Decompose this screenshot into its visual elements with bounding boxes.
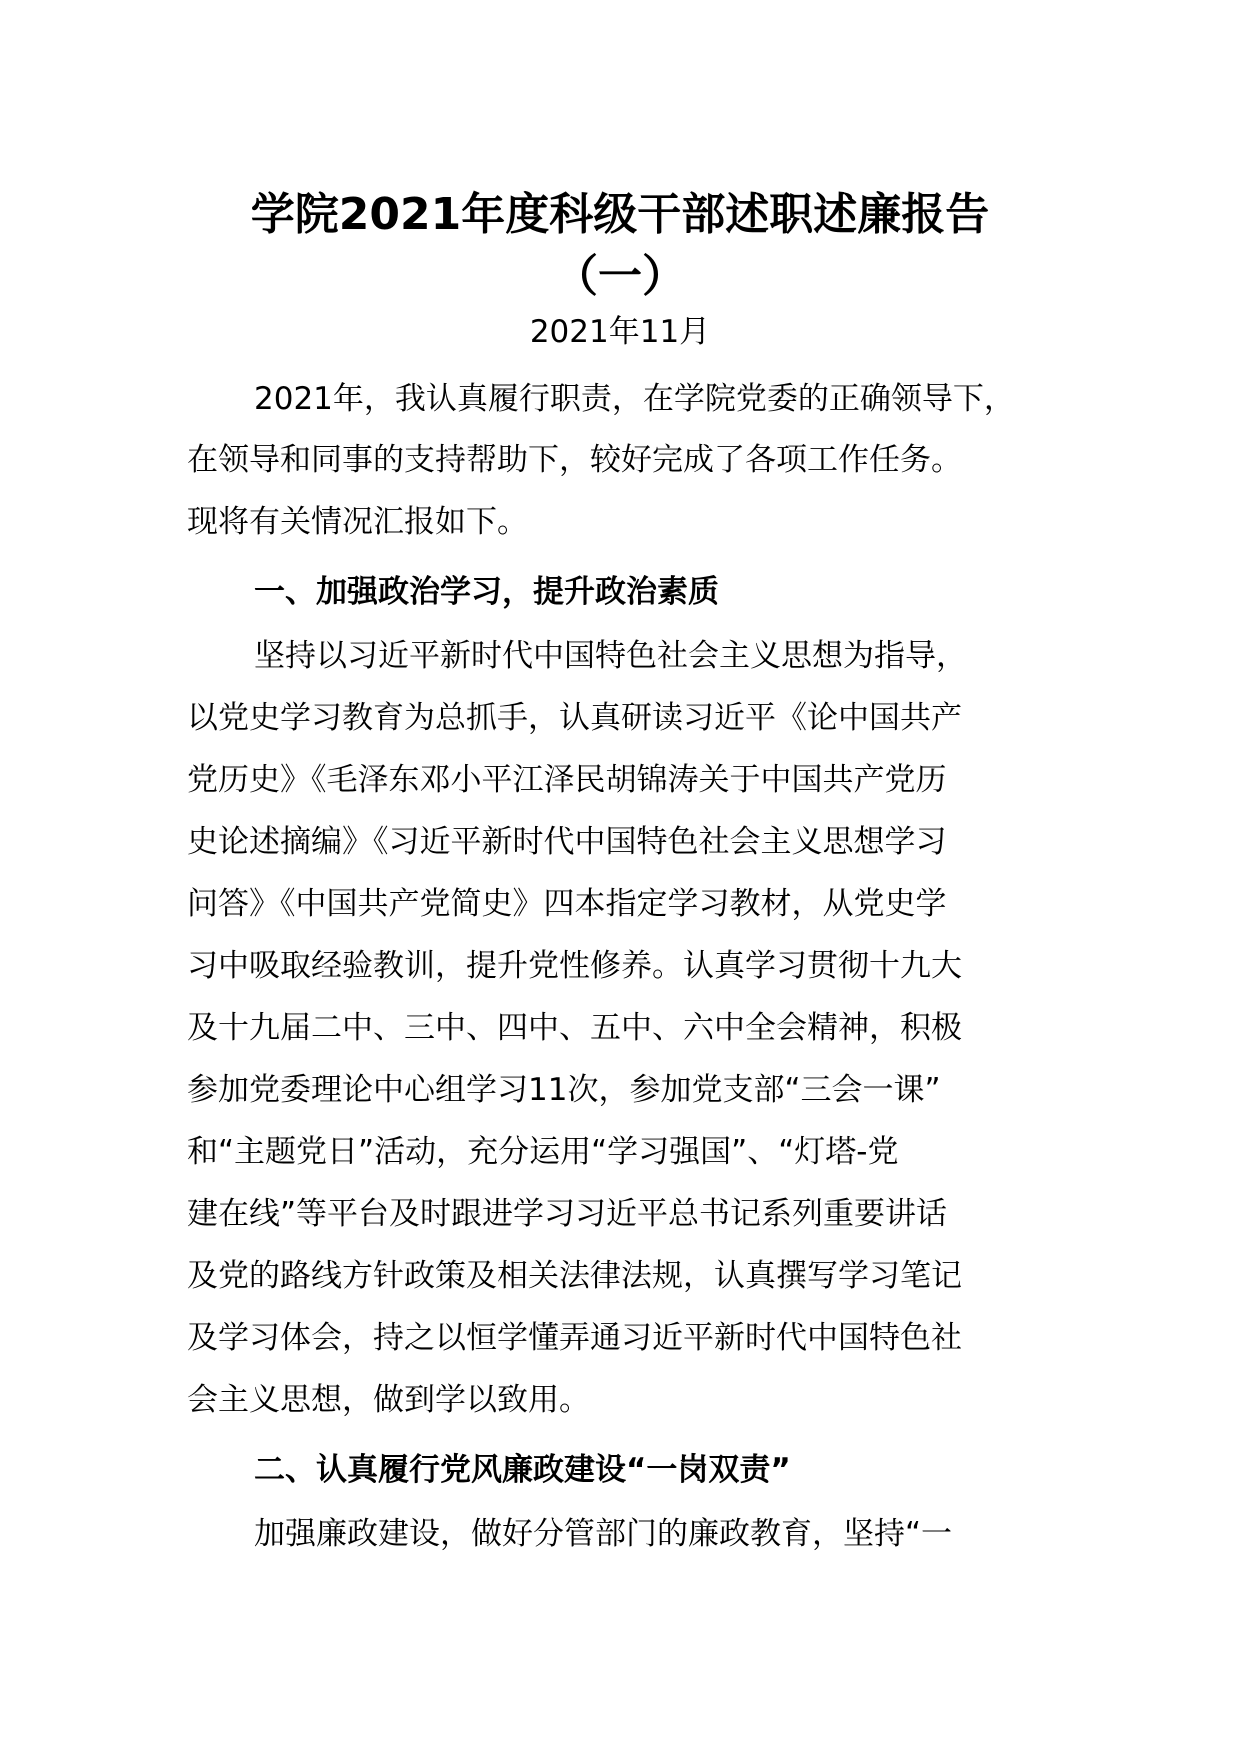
section-heading: 一、加强政治学习，提升政治素质 [254, 574, 719, 610]
paragraph-line: 加强廉政建设，做好分管部门的廉政教育，坚持“一 [254, 1516, 953, 1552]
section-heading: 二、认真履行党风廉政建设“一岗双责” [254, 1452, 791, 1488]
paragraph-line: 在领导和同事的支持帮助下，较好完成了各项工作任务。 [187, 442, 962, 478]
paragraph-line: 及十九届二中、三中、四中、五中、六中全会精神，积极 [187, 1010, 962, 1046]
document-date: 2021年11月 [529, 314, 711, 350]
paragraph-line: 习中吸取经验教训，提升党性修养。认真学习贯彻十九大 [187, 948, 962, 984]
paragraph-line: 问答》《中国共产党简史》四本指定学习教材，从党史学 [187, 886, 947, 922]
paragraph-line: 建在线”等平台及时跟进学习习近平总书记系列重要讲话 [187, 1196, 948, 1232]
paragraph-line: 2021年，我认真履行职责，在学院党委的正确领导下， [254, 381, 1015, 417]
paragraph-line: 坚持以习近平新时代中国特色社会主义思想为指导， [254, 638, 967, 674]
paragraph-line: 会主义思想，做到学以致用。 [187, 1382, 590, 1418]
paragraph-line: 及学习体会，持之以恒学懂弄通习近平新时代中国特色社 [187, 1320, 962, 1356]
document-title-subtitle: （一） [554, 251, 686, 302]
paragraph-line: 及党的路线方针政策及相关法律法规，认真撰写学习笔记 [187, 1258, 962, 1294]
paragraph-line: 以党史学习教育为总抓手，认真研读习近平《论中国共产 [187, 700, 962, 736]
document-title: 学院2021年度科级干部述职述廉报告 [250, 189, 990, 240]
paragraph-line: 史论述摘编》《习近平新时代中国特色社会主义思想学习 [187, 824, 947, 860]
paragraph-line: 现将有关情况汇报如下。 [187, 504, 528, 540]
paragraph-line: 党历史》《毛泽东邓小平江泽民胡锦涛关于中国共产党历 [187, 762, 947, 798]
paragraph-line: 参加党委理论中心组学习11次，参加党支部“三会一课” [187, 1072, 941, 1108]
paragraph-line: 和“主题党日”活动，充分运用“学习强国”、“灯塔-党 [187, 1134, 899, 1170]
